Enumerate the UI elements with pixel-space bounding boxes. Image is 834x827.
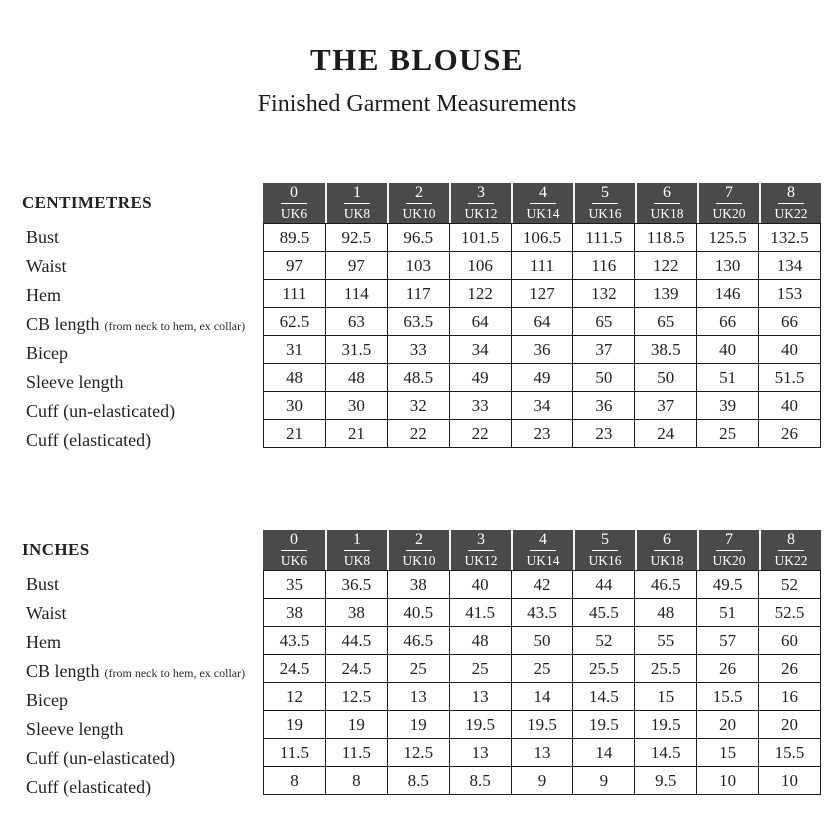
size-level: 2 [406,184,432,204]
size-level: 5 [592,184,618,204]
size-level: 0 [281,184,307,204]
section-inches [22,530,821,802]
measurement-cell: 66 [759,308,821,336]
measurement-cell: 20 [759,711,821,739]
measurement-cell: 20 [697,711,759,739]
measurement-cell: 40.5 [387,599,449,627]
measurement-cell: 63.5 [387,308,449,336]
measurement-cell: 97 [325,252,387,280]
measurement-cell: 50 [573,364,635,392]
size-column-header [325,183,387,223]
measurement-cell: 14.5 [573,683,635,711]
measurement-cell: 36.5 [325,571,387,599]
measurement-cell: 40 [449,571,511,599]
row-label-text: Sleeve length [26,372,124,392]
size-column-header [449,530,511,570]
measurement-cell: 139 [635,280,697,308]
measurement-cell: 48 [635,599,697,627]
size-column-header [759,530,821,570]
uk-size: UK22 [774,206,808,222]
measurement-cell: 30 [264,392,326,420]
row-label-text: Cuff (elasticated) [26,777,152,797]
size-level: 2 [406,531,432,551]
measurement-cell: 63 [325,308,387,336]
size-column-header [263,183,325,223]
measurement-cell: 117 [387,280,449,308]
measurement-cell: 122 [449,280,511,308]
measurement-cell: 50 [511,627,573,655]
row-label [22,339,263,368]
measurements-table-column [263,183,821,448]
measurement-cell: 43.5 [511,599,573,627]
measurement-cell: 26 [759,420,821,448]
measurements-table [263,570,821,795]
measurement-cell: 52 [759,571,821,599]
measurement-cell: 89.5 [264,224,326,252]
measurement-cell: 25 [697,420,759,448]
row-label [22,310,263,339]
measurement-cell: 14 [573,739,635,767]
uk-size: UK14 [526,553,560,569]
measurement-cell: 52.5 [759,599,821,627]
uk-size: UK10 [402,553,436,569]
measurement-cell: 13 [387,683,449,711]
measurement-cell: 51.5 [759,364,821,392]
measurement-cell: 60 [759,627,821,655]
measurement-cell: 111.5 [573,224,635,252]
measurement-cell: 44 [573,571,635,599]
size-column-header [387,530,449,570]
measurement-cell: 15 [697,739,759,767]
row-label [22,252,263,281]
row-labels-list [22,570,263,802]
row-label-text: Cuff (un-elasticated) [26,748,176,768]
measurement-cell: 40 [759,392,821,420]
measurement-cell: 13 [449,739,511,767]
measurement-cell: 11.5 [264,739,326,767]
measurement-cell: 22 [387,420,449,448]
measurement-cell: 65 [635,308,697,336]
measurement-cell: 46.5 [635,571,697,599]
size-level: 4 [530,531,556,551]
measurement-cell: 40 [697,336,759,364]
measurement-cell: 57 [697,627,759,655]
size-column-header [387,183,449,223]
size-level: 8 [778,184,804,204]
measurement-cell: 35 [264,571,326,599]
uk-size: UK8 [343,553,371,569]
table-row [264,392,821,420]
unit-label: INCHES [22,540,90,559]
measurement-cell: 33 [387,336,449,364]
measurement-cell: 23 [511,420,573,448]
measurement-cell: 49 [511,364,573,392]
measurement-cell: 13 [511,739,573,767]
measurement-cell: 116 [573,252,635,280]
measurement-cell: 14 [511,683,573,711]
measurement-cell: 19.5 [449,711,511,739]
measurement-cell: 36 [573,392,635,420]
measurements-table-column [263,530,821,795]
section-centimetres [22,183,821,455]
size-column-header [697,530,759,570]
measurements-table-body [264,571,821,795]
measurement-cell: 25 [449,655,511,683]
measurement-cell: 14.5 [635,739,697,767]
measurement-cell: 9 [573,767,635,795]
measurement-cell: 44.5 [325,627,387,655]
measurement-cell: 118.5 [635,224,697,252]
size-level: 3 [468,531,494,551]
uk-size: UK6 [280,553,308,569]
table-row [264,655,821,683]
measurement-cell: 30 [325,392,387,420]
measurement-cell: 13 [449,683,511,711]
size-column-header [449,183,511,223]
measurement-cell: 19.5 [635,711,697,739]
size-column-header [263,530,325,570]
measurement-cell: 38 [325,599,387,627]
measurement-cell: 52 [573,627,635,655]
row-label [22,397,263,426]
row-label-text: Bicep [26,690,68,710]
labels-column [22,530,263,802]
uk-size: UK12 [464,206,498,222]
measurement-cell: 62.5 [264,308,326,336]
measurement-cell: 23 [573,420,635,448]
uk-size: UK16 [588,553,622,569]
size-level: 7 [716,184,742,204]
measurement-cell: 19.5 [573,711,635,739]
measurement-cell: 19.5 [511,711,573,739]
labels-column [22,183,263,455]
measurement-cell: 51 [697,599,759,627]
measurement-cell: 111 [511,252,573,280]
measurement-cell: 48 [325,364,387,392]
measurement-cell: 49.5 [697,571,759,599]
uk-size: UK8 [343,206,371,222]
row-label-text: Bicep [26,343,68,363]
measurement-cell: 24.5 [325,655,387,683]
measurement-cell: 106 [449,252,511,280]
measurement-cell: 10 [697,767,759,795]
measurement-cell: 8 [325,767,387,795]
measurement-cell: 19 [264,711,326,739]
measurements-table-body [264,224,821,448]
measurement-cell: 31.5 [325,336,387,364]
size-header-row [263,530,821,570]
size-column-header [573,530,635,570]
row-label [22,715,263,744]
measurement-cell: 10 [759,767,821,795]
uk-size: UK12 [464,553,498,569]
measurement-cell: 21 [325,420,387,448]
size-level: 7 [716,531,742,551]
measurement-cell: 55 [635,627,697,655]
measurement-cell: 15.5 [697,683,759,711]
row-label-text: CB length [26,661,100,681]
measurement-cell: 130 [697,252,759,280]
measurement-cell: 12.5 [387,739,449,767]
measurement-cell: 46.5 [387,627,449,655]
measurement-cell: 41.5 [449,599,511,627]
size-column-header [635,530,697,570]
measurement-cell: 50 [635,364,697,392]
uk-size: UK18 [650,553,684,569]
size-header-row [263,183,821,223]
measurement-cell: 38 [387,571,449,599]
row-label [22,281,263,310]
table-row [264,739,821,767]
measurement-cell: 132.5 [759,224,821,252]
table-row [264,224,821,252]
measurement-cell: 64 [511,308,573,336]
size-level: 6 [654,531,680,551]
measurement-cell: 103 [387,252,449,280]
size-level: 3 [468,184,494,204]
size-column-header [511,183,573,223]
measurement-cell: 48 [449,627,511,655]
measurement-cell: 146 [697,280,759,308]
row-label [22,599,263,628]
row-label-text: Hem [26,632,61,652]
measurement-cell: 25.5 [635,655,697,683]
measurement-cell: 9 [511,767,573,795]
measurement-cell: 25.5 [573,655,635,683]
measurement-cell: 24 [635,420,697,448]
size-level: 1 [344,184,370,204]
size-level: 0 [281,531,307,551]
measurement-cell: 31 [264,336,326,364]
measurement-cell: 51 [697,364,759,392]
measurement-cell: 64 [449,308,511,336]
table-row [264,364,821,392]
measurement-cell: 40 [759,336,821,364]
measurement-cell: 39 [697,392,759,420]
size-level: 8 [778,531,804,551]
measurement-cell: 37 [635,392,697,420]
measurement-cell: 8.5 [449,767,511,795]
table-row [264,683,821,711]
row-label [22,657,263,686]
row-label [22,744,263,773]
measurement-cell: 48.5 [387,364,449,392]
measurement-cell: 22 [449,420,511,448]
size-level: 5 [592,531,618,551]
measurement-cell: 45.5 [573,599,635,627]
measurement-cell: 15 [635,683,697,711]
size-column-header [511,530,573,570]
measurement-cell: 106.5 [511,224,573,252]
measurement-cell: 15.5 [759,739,821,767]
measurement-cell: 8 [264,767,326,795]
row-label-text: Waist [26,256,67,276]
measurement-cell: 33 [449,392,511,420]
size-level: 4 [530,184,556,204]
measurements-table [263,223,821,448]
measurement-cell: 8.5 [387,767,449,795]
table-row [264,711,821,739]
page-title: THE BLOUSE [310,42,524,77]
measurement-cell: 19 [325,711,387,739]
measurement-cell: 21 [264,420,326,448]
measurement-cell: 111 [264,280,326,308]
title-block [0,42,834,118]
page-subtitle: Finished Garment Measurements [257,91,577,117]
measurement-cell: 36 [511,336,573,364]
table-row [264,308,821,336]
uk-size: UK6 [280,206,308,222]
measurement-cell: 48 [264,364,326,392]
measurement-cell: 26 [697,655,759,683]
uk-size: UK18 [650,206,684,222]
row-label-note: (from neck to hem, ex collar) [104,665,246,680]
table-row [264,420,821,448]
table-row [264,767,821,795]
measurement-cell: 96.5 [387,224,449,252]
size-level: 1 [344,531,370,551]
uk-size: UK16 [588,206,622,222]
uk-size: UK20 [712,553,746,569]
measurement-cell: 153 [759,280,821,308]
measurement-cell: 132 [573,280,635,308]
measurement-cell: 37 [573,336,635,364]
row-label-text: Waist [26,603,67,623]
measurement-cell: 12 [264,683,326,711]
measurement-cell: 19 [387,711,449,739]
measurement-cell: 66 [697,308,759,336]
measurement-cell: 34 [511,392,573,420]
measurement-cell: 92.5 [325,224,387,252]
measurement-cell: 38 [264,599,326,627]
uk-size: UK20 [712,206,746,222]
row-label-text: Hem [26,285,61,305]
measurement-cell: 125.5 [697,224,759,252]
size-column-header [697,183,759,223]
uk-size: UK10 [402,206,436,222]
measurement-cell: 25 [387,655,449,683]
row-label [22,426,263,455]
size-column-header [759,183,821,223]
row-label-text: Bust [26,574,60,594]
row-label-note: (from neck to hem, ex collar) [104,318,246,333]
measurement-cell: 12.5 [325,683,387,711]
measurement-cell: 25 [511,655,573,683]
size-column-header [635,183,697,223]
row-label [22,773,263,802]
row-label-text: Bust [26,227,60,247]
table-row [264,627,821,655]
table-row [264,280,821,308]
measurement-cell: 34 [449,336,511,364]
table-row [264,252,821,280]
measurement-cell: 49 [449,364,511,392]
measurement-cell: 24.5 [264,655,326,683]
row-labels-list [22,223,263,455]
measurement-cell: 38.5 [635,336,697,364]
row-label-text: CB length [26,314,100,334]
row-label-text: Sleeve length [26,719,124,739]
measurement-cell: 43.5 [264,627,326,655]
size-level: 6 [654,184,680,204]
measurement-cell: 127 [511,280,573,308]
measurement-cell: 134 [759,252,821,280]
row-label [22,570,263,599]
size-column-header [325,530,387,570]
measurement-cell: 42 [511,571,573,599]
row-label [22,368,263,397]
row-label [22,628,263,657]
measurement-cell: 16 [759,683,821,711]
measurement-cell: 97 [264,252,326,280]
measurement-cell: 11.5 [325,739,387,767]
size-column-header [573,183,635,223]
measurement-cell: 9.5 [635,767,697,795]
measurement-cell: 65 [573,308,635,336]
uk-size: UK22 [774,553,808,569]
row-label [22,223,263,252]
measurement-cell: 101.5 [449,224,511,252]
unit-label: CENTIMETRES [22,193,153,212]
row-label [22,686,263,715]
table-row [264,336,821,364]
table-row [264,599,821,627]
row-label-text: Cuff (elasticated) [26,430,152,450]
uk-size: UK14 [526,206,560,222]
measurement-cell: 114 [325,280,387,308]
measurement-cell: 26 [759,655,821,683]
measurement-cell: 122 [635,252,697,280]
row-label-text: Cuff (un-elasticated) [26,401,176,421]
table-row [264,571,821,599]
measurement-cell: 32 [387,392,449,420]
